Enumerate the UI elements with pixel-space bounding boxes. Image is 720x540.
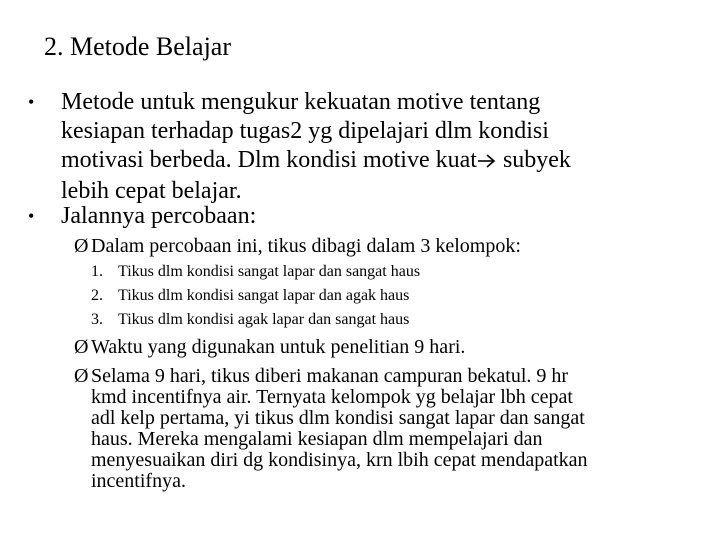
sub-item-text: [91, 236, 704, 257]
bullet-line: [61, 146, 648, 177]
bullet-line: lebih cepat belajar.: [61, 178, 242, 204]
sub-item-line: incentifnya.: [91, 470, 186, 492]
bullet-text: [61, 202, 648, 231]
numbered-marker: 1.: [91, 263, 103, 280]
bullet-line-text: motivasi berbeda. Dlm kondisi motive kuat: [61, 147, 477, 173]
sub-item-line: adl kelp pertama, yi tikus dlm kondisi sangat lapar dan sangat: [91, 407, 585, 429]
numbered-text: Tikus dlm kondisi sangat lapar dan sangat haus: [118, 263, 421, 280]
bullet-icon: •: [28, 92, 35, 112]
bullet-item: [28, 88, 648, 206]
checkmark-arrow-icon: Ø: [74, 365, 89, 387]
sub-item: [74, 236, 704, 258]
bullet-line: kesiapan terhadap tugas2 yg dipelajari dlm kondisi: [61, 118, 549, 144]
sub-item: [74, 366, 704, 498]
sub-item-text: [91, 366, 704, 492]
sub-item-line: haus. Mereka mengalami kesiapan dlm mempelajari dan: [91, 428, 543, 450]
sub-item-text: [91, 337, 704, 358]
sub-item-line: Waktu yang digunakan untuk penelitian 9 hari.: [91, 336, 466, 358]
bullet-line: Metode untuk mengukur kekuatan motive tentang: [61, 89, 541, 115]
arrow-right-icon: [477, 148, 497, 177]
bullet-text: [61, 88, 648, 206]
bullet-line-text: subyek: [496, 147, 571, 173]
checkmark-arrow-icon: Ø: [74, 336, 89, 358]
sub-item-line: kmd incentifnya air. Ternyata kelompok yg belajar lbh cepat: [91, 386, 573, 408]
bullet-icon: •: [28, 206, 35, 226]
sub-item-line: menyesuaikan diri dg kondisinya, krn lbih cepat mendapatkan: [91, 449, 588, 471]
checkmark-arrow-icon: Ø: [74, 235, 89, 257]
sub-item-line: Dalam percobaan ini, tikus dibagi dalam 3 kelompok:: [91, 235, 521, 257]
bullet-line: Jalannya percobaan:: [61, 203, 257, 229]
numbered-text: Tikus dlm kondisi agak lapar dan sangat haus: [118, 311, 410, 328]
numbered-marker: 3.: [91, 311, 103, 328]
sub-item-line: Selama 9 hari, tikus diberi makanan campuran bekatul. 9 hr: [91, 365, 569, 387]
numbered-text: Tikus dlm kondisi sangat lapar dan agak haus: [118, 287, 410, 304]
numbered-marker: 2.: [91, 287, 103, 304]
bullet-item: [28, 202, 648, 232]
slide-title: 2. Metode Belajar: [44, 32, 231, 61]
sub-item: [74, 337, 704, 359]
